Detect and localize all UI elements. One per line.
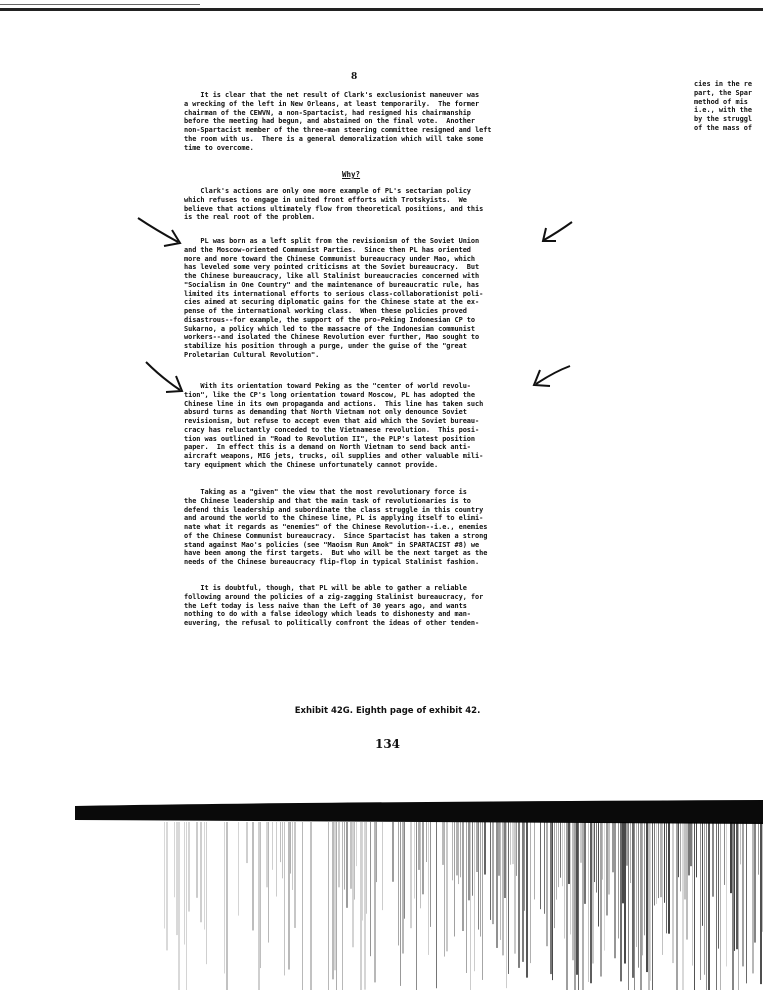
text-line: tary equipment which the Chinese unfortunately cannot provide.: [184, 460, 439, 469]
margin-arrow-left-2-icon: [142, 358, 186, 396]
footer-page-number: 134: [374, 737, 401, 751]
text-line: which refuses to engage in united front efforts with Trotskyists. We: [184, 195, 467, 204]
text-line: have been among the first targets. But who will be the next target as the: [184, 549, 488, 558]
adjacent-page-fragment: [694, 80, 752, 133]
fragment-line: method of mis: [694, 97, 748, 106]
text-line: absurd turns as demanding that North Vietnam not only denounce Soviet: [184, 408, 467, 417]
fragment-line: part, the Spar: [694, 88, 753, 97]
text-line: has leveled some very pointed criticisms at the Soviet bureaucracy. But: [184, 263, 480, 272]
text-line: tion was outlined in "Road to Revolution II", the PLP's latest position: [184, 434, 475, 443]
paragraph-5: [184, 488, 546, 567]
text-line: PL was born as a left split from the revisionism of the Soviet Union: [184, 237, 480, 245]
text-line: With its orientation toward Peking as the "center of world revolu-: [184, 382, 471, 390]
text-line: nate what it regards as "enemies" of the Chinese Revolution--i.e., enemies: [184, 523, 488, 531]
text-line: the room with us. There is a general demoralization which will take some: [184, 134, 484, 143]
text-line: is the real root of the problem.: [184, 213, 316, 222]
text-line: workers--and isolated the Chinese Revolution ever further, Mao sought to: [184, 333, 480, 342]
text-line: believe that actions ultimately flow from theoretical positions, and this: [184, 204, 484, 213]
text-line: paper. In effect this is a demand on North Vietnam to send back anti-: [184, 443, 471, 452]
text-line: limited its international efforts to serious class-collaborationist poli-: [184, 289, 484, 298]
text-line: the Chinese bureaucracy, like all Stalinist bureaucracies concerned with: [184, 272, 480, 280]
fragment-line: by the struggl: [694, 115, 753, 124]
text-line: chairman of the CEWVN, a non-Spartacist, had resigned his chairmanship: [184, 108, 471, 117]
margin-arrow-right-2-icon: [530, 362, 574, 390]
paragraph-2: [184, 187, 546, 222]
section-heading: Why?: [342, 170, 361, 179]
text-line: tion", like the CP's long orientation toward Moscow, PL has adopted the: [184, 390, 475, 399]
text-line: aircraft weapons, MIG jets, trucks, oil supplies and other valuable mili-: [184, 452, 484, 460]
text-line: Taking as a "given" the view that the most revolutionary force is: [184, 488, 467, 496]
text-line: revisionism, but refuse to accept even that aid which the Soviet bureau-: [184, 417, 480, 425]
text-line: Sukarno, a policy which led to the massacre of the Indonesian communist: [184, 324, 475, 333]
margin-arrow-left-1-icon: [134, 212, 184, 250]
text-line: nothing to do with a false ideology which leads to dishonesty and man-: [184, 610, 471, 619]
text-line: and around the world to the Chinese line, PL is applying itself to elimi-: [184, 514, 484, 523]
text-line: Clark's actions are only one more example of PL's sectarian policy: [184, 187, 471, 195]
text-line: needs of the Chinese bureaucracy flip-flop in typical Stalinist fashion.: [184, 558, 480, 566]
paragraph-3: [184, 237, 546, 360]
scan-edge-line: [0, 4, 200, 5]
text-line: stand against Mao's policies (see "Maoism Run Amok" in SPARTACIST #8) we: [184, 540, 480, 549]
text-line: It is clear that the net result of Clark's exclusionist maneuver was: [184, 91, 480, 99]
margin-arrow-right-1-icon: [540, 218, 576, 246]
page-number: 8: [351, 72, 358, 82]
text-line: time to overcome.: [184, 143, 254, 152]
text-line: disastrous--for example, the support of the pro-Peking Indonesian CP to: [184, 315, 475, 324]
text-line: cracy has reluctantly conceded to the Vietnamese revolution. This posi-: [184, 425, 480, 434]
fragment-line: cies in the re: [694, 80, 753, 88]
text-line: of the Chinese Communist bureaucracy. Since Spartacist has taken a strong: [184, 531, 488, 540]
text-line: before the meeting had begun, and abstained on the final vote. Another: [184, 117, 475, 126]
text-line: non-Spartacist member of the three-man steering committee resigned and left: [184, 126, 492, 134]
text-line: "Socialism in One Country" and the maintenance of bureaucratic rule, has: [184, 280, 480, 289]
text-line: cies aimed at securing diplomatic gains for the Chinese state at the ex-: [184, 298, 480, 307]
text-line: pense of the international working class. When these policies proved: [184, 307, 467, 315]
text-line: a wrecking of the left in New Orleans, at least temporarily. The former: [184, 99, 480, 108]
text-line: defend this leadership and subordinate the class struggle in this country: [184, 505, 484, 514]
scan-artifact-band: [0, 800, 763, 990]
text-line: more and more toward the Chinese Communist bureaucracy under Mao, which: [184, 254, 475, 263]
text-line: the Left today is less naive than the Left of 30 years ago, and wants: [184, 601, 467, 610]
fragment-line: i.e., with the: [694, 106, 753, 115]
paragraph-6: [184, 584, 546, 628]
text-line: Chinese line in its own propaganda and actions. This line has taken such: [184, 399, 484, 408]
scan-top-rule: [0, 8, 763, 11]
text-line: the Chinese leadership and that the main task of revolutionaries is to: [184, 496, 471, 505]
fragment-line: of the mass of: [694, 123, 753, 132]
text-line: stabilize his position through a purge, under the guise of the "great: [184, 342, 467, 350]
text-line: Proletarian Cultural Revolution".: [184, 350, 320, 359]
text-line: and the Moscow-oriented Communist Parties. Since then PL has oriented: [184, 245, 471, 254]
paragraph-4: [184, 382, 546, 470]
paragraph-1: [184, 91, 546, 152]
text-line: It is doubtful, though, that PL will be able to gather a reliable: [184, 584, 467, 592]
text-line: euvering, the refusal to politically confront the ideas of other tenden-: [184, 619, 480, 627]
text-line: following around the policies of a zig-zagging Stalinist bureaucracy, for: [184, 592, 484, 601]
exhibit-caption: Exhibit 42G. Eighth page of exhibit 42.: [294, 706, 481, 716]
